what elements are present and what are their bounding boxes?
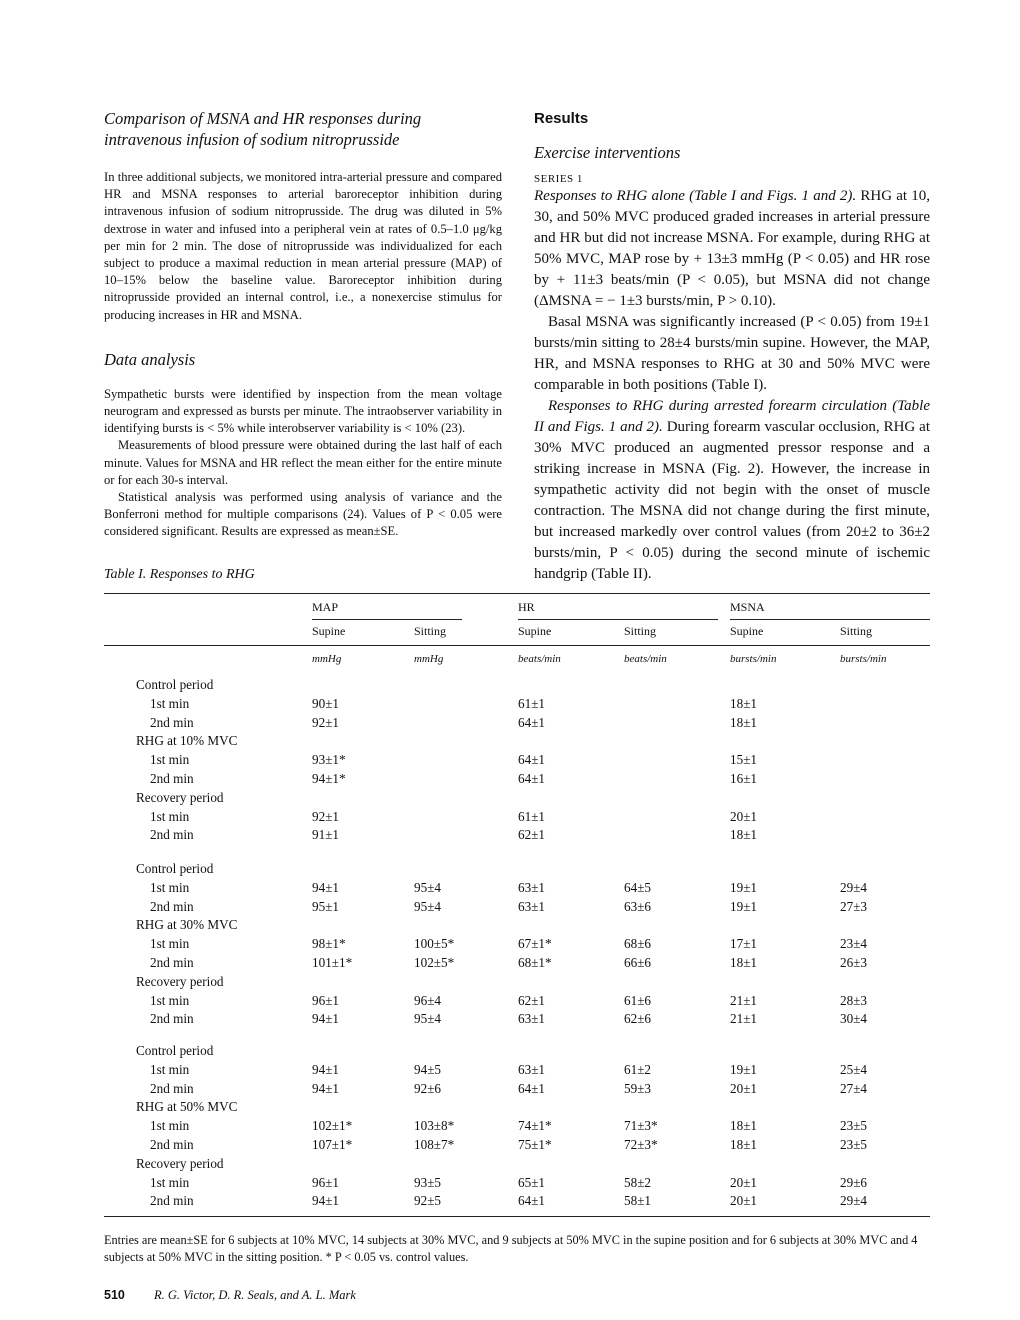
map-group-rule xyxy=(312,619,462,620)
table-row xyxy=(104,1062,930,1081)
table-cell: 27±3 xyxy=(840,898,868,914)
table-cell: 102±5* xyxy=(414,955,455,970)
table-cell: 94±1 xyxy=(312,1080,340,1096)
table-cell: 19±1 xyxy=(730,1061,758,1077)
paragraph-basal-msna: Basal MSNA was significantly increased (P < 0.05) from 19±1 bursts/min sitting to 28±4 bursts/min supine. However, the MAP, HR, and MSNA responses to RHG at 30 and 50% MVC were comparable in both positions (Table I). xyxy=(534,314,930,393)
table-cell: 67±1* xyxy=(518,936,552,952)
table-cell: 18±1 xyxy=(730,955,758,970)
row-group-label: Control period xyxy=(136,677,214,692)
row-group-label: Recovery period xyxy=(136,973,224,989)
row-label: 2nd min xyxy=(150,1137,194,1152)
table-cell: 94±1 xyxy=(312,1061,340,1077)
table-cell: 92±1 xyxy=(312,714,340,730)
table-cell: 71±3* xyxy=(624,1118,658,1134)
row-label: 1st min xyxy=(150,808,190,824)
row-group-label: Recovery period xyxy=(136,1155,224,1171)
table-cell: 64±1 xyxy=(518,752,546,768)
unit-hr-supine: beats/min xyxy=(518,653,561,665)
unit-map-supine: mmHg xyxy=(312,653,342,665)
row-label: 1st min xyxy=(150,936,190,952)
table-row xyxy=(104,861,930,880)
table-cell: 98±1* xyxy=(312,936,346,952)
table-cell: 91±1 xyxy=(312,827,340,843)
table-cell: 29±6 xyxy=(840,1174,868,1190)
row-label: 2nd min xyxy=(150,898,194,914)
table-row xyxy=(104,1175,930,1194)
table-cell: 25±4 xyxy=(840,1061,868,1077)
row-label: 1st min xyxy=(150,1061,190,1077)
table-row xyxy=(104,993,930,1012)
table-row xyxy=(104,1193,930,1212)
table-cell: 21±1 xyxy=(730,992,758,1008)
table-cell: 95±4 xyxy=(414,1011,442,1027)
table-cell: 63±6 xyxy=(624,898,652,914)
table-cell: 96±4 xyxy=(414,992,442,1008)
table-row xyxy=(104,1137,930,1156)
table-cell: 62±1 xyxy=(518,992,546,1008)
table-cell: 20±1 xyxy=(730,808,758,824)
row-group-label: RHG at 50% MVC xyxy=(136,1099,238,1115)
group-header-msna: MSNA xyxy=(730,600,765,614)
table-cell: 17±1 xyxy=(730,936,758,952)
table-header-rule xyxy=(104,645,930,646)
table-cell: 23±4 xyxy=(840,936,868,952)
table-cell: 72±3* xyxy=(624,1137,658,1152)
row-group-label: RHG at 10% MVC xyxy=(136,733,238,749)
table-cell: 15±1 xyxy=(730,752,758,768)
table-row xyxy=(104,955,930,974)
subheader-hr-supine: Supine xyxy=(518,624,552,638)
paragraph-rhg-alone-title: Responses to RHG alone (Table I and Figs. 1 and 2). xyxy=(534,188,857,204)
section-heading-data-analysis: Data analysis xyxy=(104,349,196,369)
table-cell: 26±3 xyxy=(840,955,868,970)
table-cell: 62±1 xyxy=(518,827,546,843)
group-header-map: MAP xyxy=(312,600,339,614)
table-cell: 20±1 xyxy=(730,1193,758,1209)
unit-msna-supine: bursts/min xyxy=(730,653,777,665)
table-cell: 74±1* xyxy=(518,1118,552,1134)
row-label: 2nd min xyxy=(150,771,194,786)
hr-group-rule xyxy=(518,619,718,620)
table-cell: 61±6 xyxy=(624,992,652,1008)
table-cell: 94±1 xyxy=(312,1193,340,1209)
table-row xyxy=(104,1011,930,1030)
table-cell: 29±4 xyxy=(840,1193,868,1209)
table-cell: 95±4 xyxy=(414,879,442,895)
row-label: 1st min xyxy=(150,1174,190,1190)
table-cell: 65±1 xyxy=(518,1174,546,1190)
table-row xyxy=(104,715,930,734)
subheader-hr-sitting: Sitting xyxy=(624,624,657,638)
row-label: 2nd min xyxy=(150,714,194,730)
paragraph-rhg-alone xyxy=(534,186,930,312)
paragraph-statistics: Statistical analysis was performed using analysis of variance and the Bonferroni method for multiple comparisons (24). Values of P < 0.05 were considered significant. Results are expressed as mean±SE. xyxy=(104,490,502,539)
table-cell: 64±1 xyxy=(518,1080,546,1096)
left-column xyxy=(104,108,502,541)
table-row xyxy=(104,1156,930,1175)
paragraph-blood-pressure: Measurements of blood pressure were obtained during the last half of each minute. Values for MSNA and HR reflect the mean either for the entire minute or for each 30-s interval. xyxy=(104,438,502,487)
table-cell: 64±5 xyxy=(624,879,652,895)
row-label: 1st min xyxy=(150,752,190,768)
table-cell: 101±1* xyxy=(312,955,353,970)
table-cell: 96±1 xyxy=(312,992,340,1008)
results-heading: Results xyxy=(534,110,589,127)
unit-msna-sitting: bursts/min xyxy=(840,653,887,665)
page-footer xyxy=(104,1288,356,1303)
subheader-msna-supine: Supine xyxy=(730,624,764,638)
table-row xyxy=(104,974,930,993)
series-label: SERIES 1 xyxy=(534,173,583,185)
table-cell: 63±1 xyxy=(518,898,546,914)
table-row xyxy=(104,1081,930,1100)
table-cell: 96±1 xyxy=(312,1174,340,1190)
table-row xyxy=(104,771,930,790)
table-cell: 61±2 xyxy=(624,1061,652,1077)
table-row xyxy=(104,790,930,809)
table-cell: 30±4 xyxy=(840,1011,868,1027)
table-bottom-rule xyxy=(104,1216,930,1217)
table-cell: 100±5* xyxy=(414,936,455,952)
subheader-map-sitting: Sitting xyxy=(414,624,447,638)
row-group-label: Recovery period xyxy=(136,789,224,805)
table-cell: 95±1 xyxy=(312,898,340,914)
table-row xyxy=(104,752,930,771)
table-cell: 93±5 xyxy=(414,1174,442,1190)
table-cell: 58±1 xyxy=(624,1193,652,1209)
table-cell: 103±8* xyxy=(414,1118,455,1134)
table-cell: 95±4 xyxy=(414,898,442,914)
table-cell: 92±6 xyxy=(414,1080,442,1096)
table-cell: 20±1 xyxy=(730,1080,758,1096)
row-group-label: Control period xyxy=(136,861,214,876)
table-footnote: Entries are mean±SE for 6 subjects at 10% MVC, 14 subjects at 30% MVC, and 9 subjects at 50% MVC in the supine position and for 6 subjects at 30% MVC and 4 subjects at 50% MVC in the sitting position. * P < 0.05 vs. control values. xyxy=(104,1233,918,1264)
table-cell: 19±1 xyxy=(730,879,758,895)
table-row xyxy=(104,1099,930,1118)
row-label: 1st min xyxy=(150,879,190,895)
row-group-label: RHG at 30% MVC xyxy=(136,917,238,933)
table-cell: 63±1 xyxy=(518,1061,546,1077)
table-row xyxy=(104,827,930,846)
table-row xyxy=(104,696,930,715)
table-cell: 63±1 xyxy=(518,1011,546,1027)
page-number: 510 xyxy=(104,1288,125,1302)
table-row xyxy=(104,677,930,696)
table-cell: 64±1 xyxy=(518,714,546,730)
table-cell: 23±5 xyxy=(840,1118,868,1134)
row-label: 1st min xyxy=(150,1118,190,1134)
table-cell: 23±5 xyxy=(840,1137,868,1152)
table-cell: 18±1 xyxy=(730,695,758,711)
table-row xyxy=(104,899,930,918)
table-row xyxy=(104,1118,930,1137)
msna-group-rule xyxy=(730,619,930,620)
table-cell: 18±1 xyxy=(730,1118,758,1134)
table-cell: 29±4 xyxy=(840,879,868,895)
table-cell: 18±1 xyxy=(730,827,758,843)
table-cell: 62±6 xyxy=(624,1011,652,1027)
table-cell: 90±1 xyxy=(312,695,340,711)
table-cell: 19±1 xyxy=(730,898,758,914)
row-label: 2nd min xyxy=(150,1193,194,1209)
row-group-label: Control period xyxy=(136,1043,214,1058)
table-cell: 92±1 xyxy=(312,808,340,824)
row-label: 2nd min xyxy=(150,827,194,843)
table-cell: 63±1 xyxy=(518,879,546,895)
exercise-interventions-heading: Exercise interventions xyxy=(534,143,681,162)
table-cell: 59±3 xyxy=(624,1080,652,1096)
table-cell: 16±1 xyxy=(730,771,758,786)
table-cell: 102±1* xyxy=(312,1118,353,1134)
table-row xyxy=(104,1043,930,1062)
row-label: 2nd min xyxy=(150,955,194,970)
section-heading-nitroprusside: Comparison of MSNA and HR responses during intravenous infusion of sodium nitroprusside xyxy=(104,109,422,149)
paragraph-arrested-circulation-text: During forearm vascular occlusion, RHG at 30% MVC produced an augmented pressor response and a striking increase in MSNA (Fig. 2). However, the increase in sympathetic activity did not begin with the onset of muscle contraction. The MSNA did not change during the first minute, but increased markedly over control values (from 20±2 to 36±2 bursts/min, P < 0.05) during the second minute of ischemic handgrip (Table II). xyxy=(534,419,930,582)
row-label: 2nd min xyxy=(150,1011,194,1027)
unit-hr-sitting: beats/min xyxy=(624,653,667,665)
table-row xyxy=(104,936,930,955)
table-cell: 28±3 xyxy=(840,992,868,1008)
table-cell: 94±5 xyxy=(414,1061,442,1077)
table-row xyxy=(104,809,930,828)
table-cell: 75±1* xyxy=(518,1137,552,1152)
row-label: 1st min xyxy=(150,695,190,711)
table-cell: 58±2 xyxy=(624,1174,652,1190)
table-cell: 18±1 xyxy=(730,714,758,730)
table-cell: 68±1* xyxy=(518,955,552,970)
table-cell: 64±1 xyxy=(518,1193,546,1209)
paragraph-arrested-circulation-title: Responses to RHG during arrested forearm circulation (Table II and Figs. 1 and 2). xyxy=(534,398,930,435)
table-cell: 20±1 xyxy=(730,1174,758,1190)
table-row xyxy=(104,917,930,936)
row-label: 1st min xyxy=(150,992,190,1008)
table-cell: 94±1 xyxy=(312,879,340,895)
subheader-map-supine: Supine xyxy=(312,624,346,638)
paragraph-burst-identification: Sympathetic bursts were identified by inspection from the mean voltage neurogram and expressed as bursts per minute. The intraobserver variability in identifying bursts is < 5% while interobserver variability is < 10% (23). xyxy=(104,386,502,436)
table-cell: 92±5 xyxy=(414,1193,442,1209)
table-cell: 94±1 xyxy=(312,1011,340,1027)
paragraph-arrested-circulation xyxy=(534,396,930,585)
row-label: 2nd min xyxy=(150,1080,194,1096)
table-cell: 21±1 xyxy=(730,1011,758,1027)
table-cell: 94±1* xyxy=(312,771,346,786)
table-cell: 68±6 xyxy=(624,936,652,952)
group-header-hr: HR xyxy=(518,600,535,614)
table-cell: 93±1* xyxy=(312,752,346,768)
table-caption: Table I. Responses to RHG xyxy=(104,567,255,582)
table-row xyxy=(104,733,930,752)
table-cell: 18±1 xyxy=(730,1137,758,1152)
subheader-msna-sitting: Sitting xyxy=(840,624,873,638)
paragraph-rhg-alone-text: RHG at 10, 30, and 50% MVC produced graded increases in arterial pressure and HR but did not increase MSNA. For example, during RHG at 50% MVC, MAP rose by + 13±3 mmHg (P < 0.05) and HR rose by + 11±3 beats/min (P < 0.05), but MSNA did not change (ΔMSNA = − 1±3 bursts/min, P > 0.10). xyxy=(534,188,930,309)
table-cell: 66±6 xyxy=(624,955,652,970)
table-cell: 27±4 xyxy=(840,1080,868,1096)
table-cell: 61±1 xyxy=(518,695,546,711)
table-cell: 61±1 xyxy=(518,808,546,824)
running-authors: R. G. Victor, D. R. Seals, and A. L. Mark xyxy=(153,1288,356,1302)
table-cell: 108±7* xyxy=(414,1137,455,1152)
paragraph-nitroprusside: In three additional subjects, we monitored intra-arterial pressure and compared HR and MSNA responses to arterial baroreceptor inhibition during intravenous infusion of sodium nitroprusside. The drug was diluted in 5% dextrose in water and infused into a peripheral vein at rates of 0.5–1.0 μg/kg per min for 2 min. The dose of nitroprusside was individualized for each subject to produce a maximal reduction in mean arterial pressure (MAP) of 10–15% below the baseline value. Baroreceptor inhibition during nitroprusside provided an internal control, i.e., a nonexercise stimulus for producing increases in HR and MSNA. xyxy=(104,170,502,322)
unit-map-sitting: mmHg xyxy=(414,653,444,665)
table-row xyxy=(104,880,930,899)
table-cell: 64±1 xyxy=(518,771,546,786)
table-top-rule xyxy=(104,593,930,594)
right-column xyxy=(534,108,930,585)
table-cell: 107±1* xyxy=(312,1137,353,1152)
